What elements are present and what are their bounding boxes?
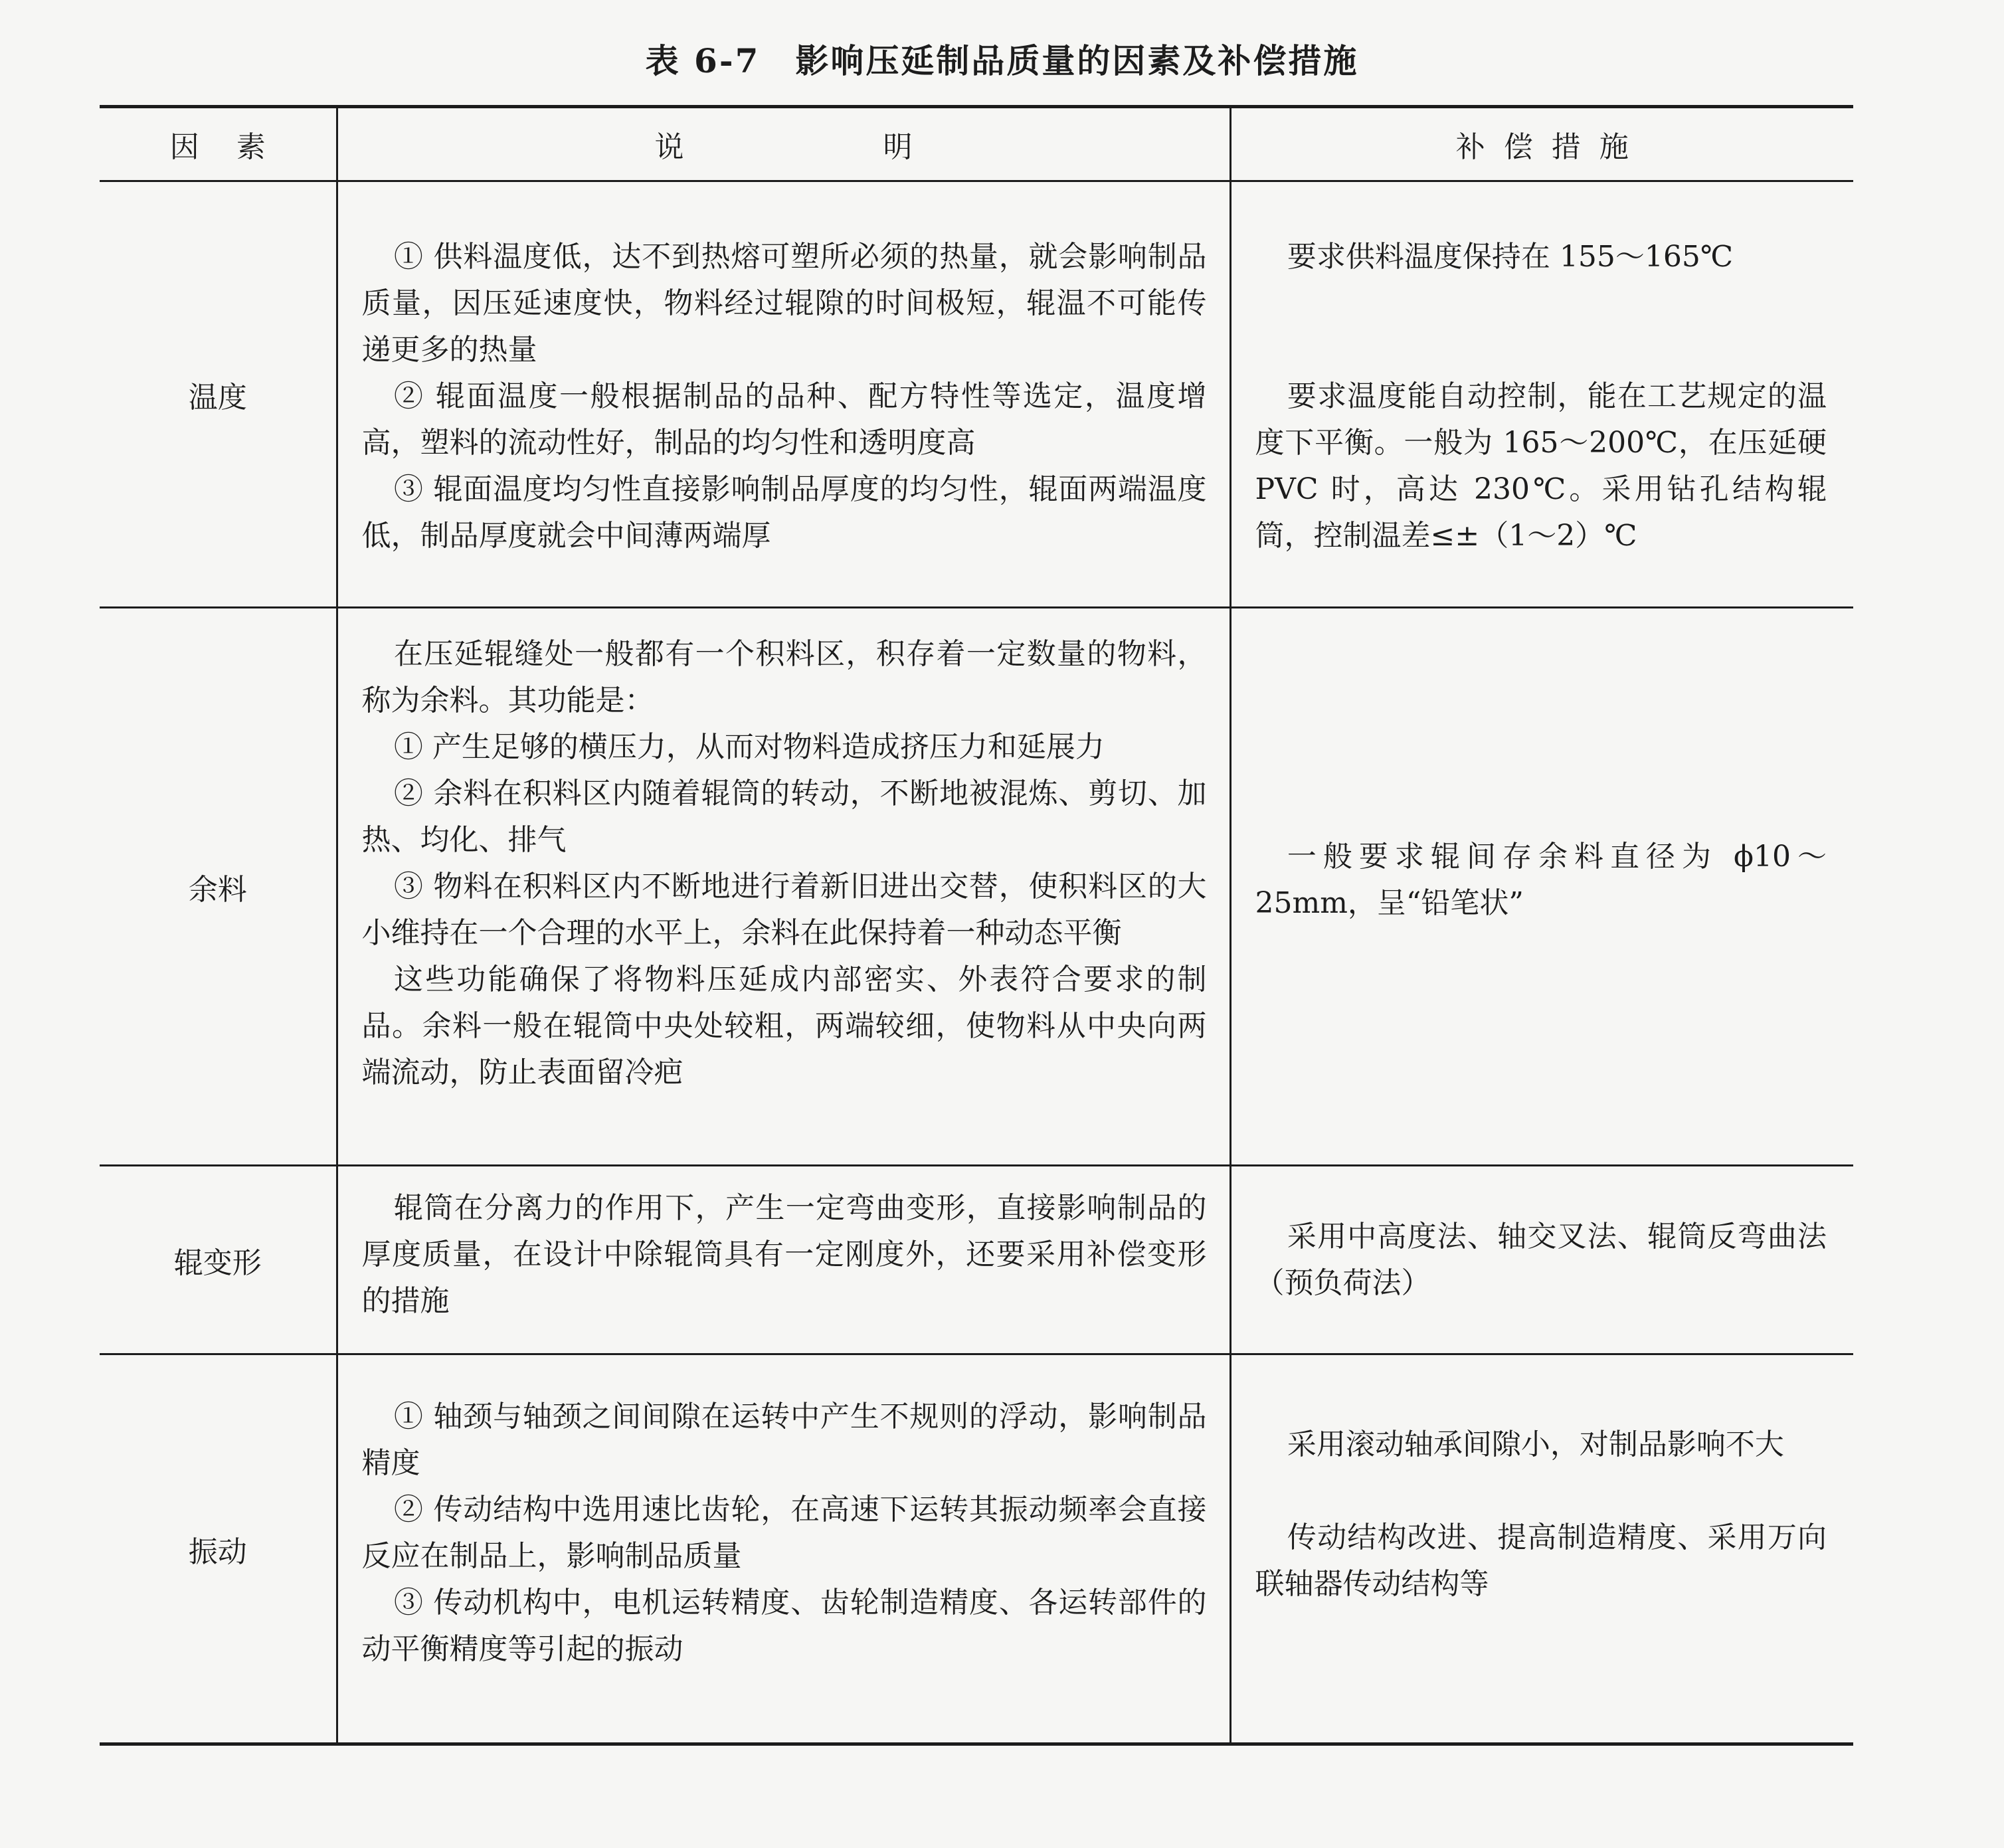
table-row-roll-deformation bbox=[100, 1166, 1853, 1354]
description-paragraph: ② 辊面温度一般根据制品的品种、配方特性等选定，温度增高，塑料的流动性好，制品的均匀性和透明度高 bbox=[361, 379, 1207, 460]
factor-cell: 余料 bbox=[100, 608, 337, 1166]
description-cell bbox=[337, 608, 1230, 1166]
description-paragraph: ③ 辊面温度均匀性直接影响制品厚度的均匀性，辊面两端温度低，制品厚度就会中间薄两端厚 bbox=[361, 472, 1207, 553]
description-paragraph: ① 产生足够的横压力，从而对物料造成挤压力和延展力 bbox=[393, 730, 1105, 764]
compensation-paragraph: 要求供料温度保持在 155～165℃ bbox=[1287, 240, 1734, 274]
header-compensation: 补偿措施 bbox=[1230, 108, 1853, 181]
compensation-paragraph: 要求温度能自动控制，能在工艺规定的温度下平衡。一般为 165～200℃，在压延硬 PVC 时，高达 230℃。采用钻孔结构辊筒，控制温差≤±（1～2）℃ bbox=[1255, 379, 1827, 553]
description-cell bbox=[337, 181, 1230, 608]
description-paragraph: ② 传动结构中选用速比齿轮，在高速下运转其振动频率会直接反应在制品上，影响制品质量 bbox=[361, 1493, 1207, 1573]
description-paragraph: ③ 传动机构中，电机运转精度、齿轮制造精度、各运转部件的动平衡精度等引起的振动 bbox=[361, 1586, 1207, 1666]
header-factor: 因素 bbox=[100, 108, 337, 181]
description-paragraph: ② 余料在积料区内随着辊筒的转动，不断地被混炼、剪切、加热、均化、排气 bbox=[361, 777, 1207, 857]
factors-table bbox=[100, 105, 1853, 1746]
compensation-paragraph: 采用滚动轴承间隙小，对制品影响不大 bbox=[1287, 1428, 1784, 1461]
factor-cell: 温度 bbox=[100, 181, 337, 608]
compensation-cell bbox=[1230, 1354, 1853, 1744]
compensation-cell bbox=[1230, 181, 1853, 608]
description-paragraph: ① 供料温度低，达不到热熔可塑所必须的热量，就会影响制品质量，因压延速度快，物料经过辊隙的时间极短，辊温不可能传递更多的热量 bbox=[361, 240, 1207, 367]
description-paragraph: ③ 物料在积料区内不断地进行着新旧进出交替，使积料区的大小维持在一个合理的水平上，余料在此保持着一种动态平衡 bbox=[361, 870, 1207, 950]
table-row-vibration bbox=[100, 1354, 1853, 1744]
table-header-row bbox=[100, 108, 1853, 181]
compensation-cell bbox=[1230, 1166, 1853, 1354]
description-paragraph: ① 轴颈与轴颈之间间隙在运转中产生不规则的浮动，影响制品精度 bbox=[361, 1400, 1207, 1480]
compensation-paragraph: 传动结构改进、提高制造精度、采用万向联轴器传动结构等 bbox=[1255, 1521, 1827, 1601]
table-title: 表 6-7 影响压延制品质量的因素及补偿措施 bbox=[645, 41, 1359, 80]
table-row-residual bbox=[100, 608, 1853, 1166]
description-paragraph: 在压延辊缝处一般都有一个积料区，积存着一定数量的物料，称为余料。其功能是： bbox=[361, 637, 1207, 717]
description-cell bbox=[337, 1354, 1230, 1744]
description-paragraph: 这些功能确保了将物料压延成内部密实、外表符合要求的制品。余料一般在辊筒中央处较粗，两端较细，使物料从中央向两端流动，防止表面留冷疤 bbox=[361, 963, 1207, 1089]
table-row-temperature bbox=[100, 181, 1853, 608]
description-cell bbox=[337, 1166, 1230, 1354]
header-description: 说明 bbox=[337, 108, 1230, 181]
factor-cell: 振动 bbox=[100, 1354, 337, 1744]
compensation-paragraph: 采用中高度法、轴交叉法、辊筒反弯曲法（预负荷法） bbox=[1255, 1219, 1827, 1300]
description-paragraph: 辊筒在分离力的作用下，产生一定弯曲变形，直接影响制品的厚度质量，在设计中除辊筒具有一定刚度外，还要采用补偿变形的措施 bbox=[361, 1191, 1207, 1318]
factor-cell: 辊变形 bbox=[100, 1166, 337, 1354]
compensation-paragraph: 一般要求辊间存余料直径为 ϕ10～25mm，呈“铅笔状” bbox=[1255, 839, 1827, 920]
compensation-cell bbox=[1230, 608, 1853, 1166]
